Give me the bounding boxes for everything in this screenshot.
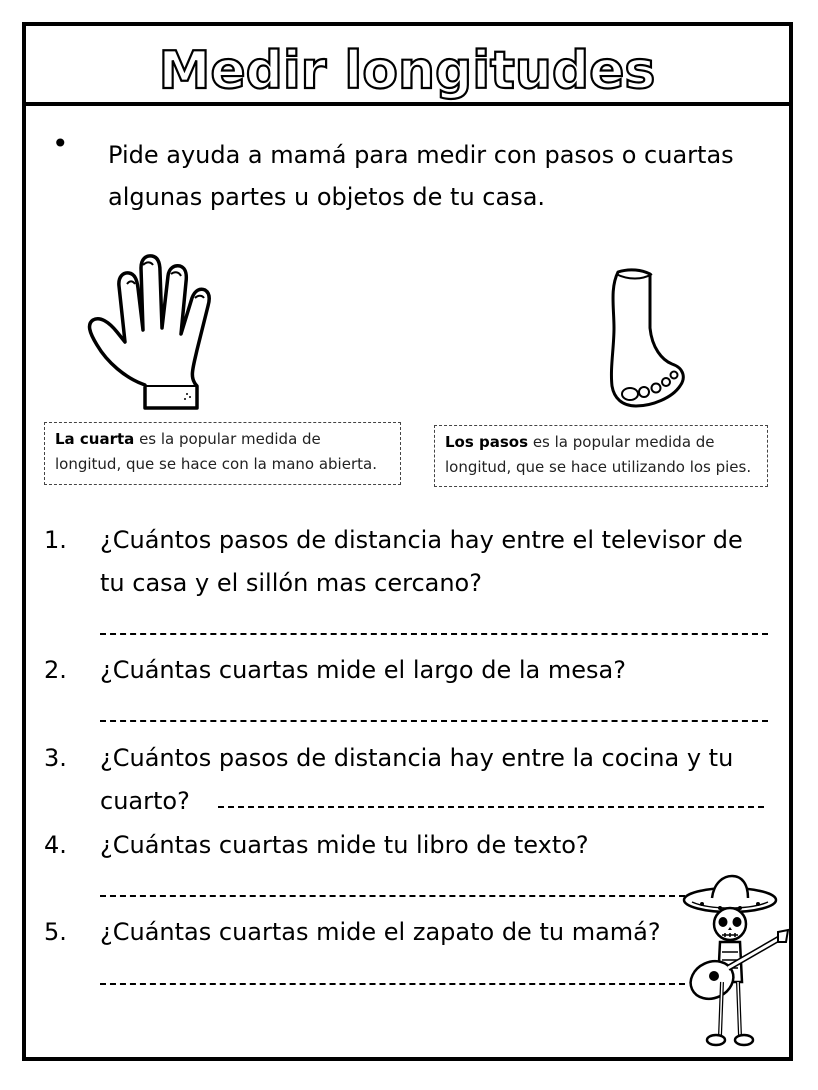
answer-line[interactable]: [218, 806, 764, 808]
foot-icon: [600, 268, 690, 413]
question-number: 5.: [44, 918, 67, 946]
question-text: ¿Cuántos pasos de distancia hay entre la cocina y tu cuarto?: [100, 744, 734, 815]
question-text: ¿Cuántas cuartas mide el zapato de tu mamá?: [100, 918, 661, 946]
definition-pasos: [434, 425, 768, 487]
definition-pasos-text: es la popular medida de longitud, que se hace utilizando los pies.: [445, 433, 752, 476]
hand-icon: [85, 250, 235, 412]
title-graphic: [26, 26, 789, 102]
title-bar: [26, 26, 789, 106]
answer-line[interactable]: [100, 983, 685, 985]
question-number: 4.: [44, 831, 67, 859]
question-number: 2.: [44, 656, 67, 684]
question-number: 3.: [44, 744, 67, 772]
skeleton-guitarist-icon: [680, 872, 790, 1052]
definition-pasos-term: Los pasos: [445, 433, 529, 451]
intro-text: Pide ayuda a mamá para medir con pasos o cuartas algunas partes u objetos de tu casa.: [108, 141, 734, 211]
question-number: 1.: [44, 526, 67, 554]
page-title: Medir longitudes: [158, 41, 656, 101]
question-text: ¿Cuántas cuartas mide tu libro de texto?: [100, 831, 589, 859]
question-text: ¿Cuántos pasos de distancia hay entre el televisor de tu casa y el sillón mas cercano?: [100, 526, 743, 597]
definition-cuarta: [44, 422, 401, 485]
question-text: ¿Cuántas cuartas mide el largo de la mesa?: [100, 656, 626, 684]
bullet-icon: •: [52, 127, 69, 160]
answer-line[interactable]: [100, 720, 768, 722]
answer-line[interactable]: [100, 633, 768, 635]
definition-cuarta-text: es la popular medida de longitud, que se hace con la mano abierta.: [55, 430, 377, 473]
definition-cuarta-term: La cuarta: [55, 430, 135, 448]
answer-line[interactable]: [100, 895, 685, 897]
